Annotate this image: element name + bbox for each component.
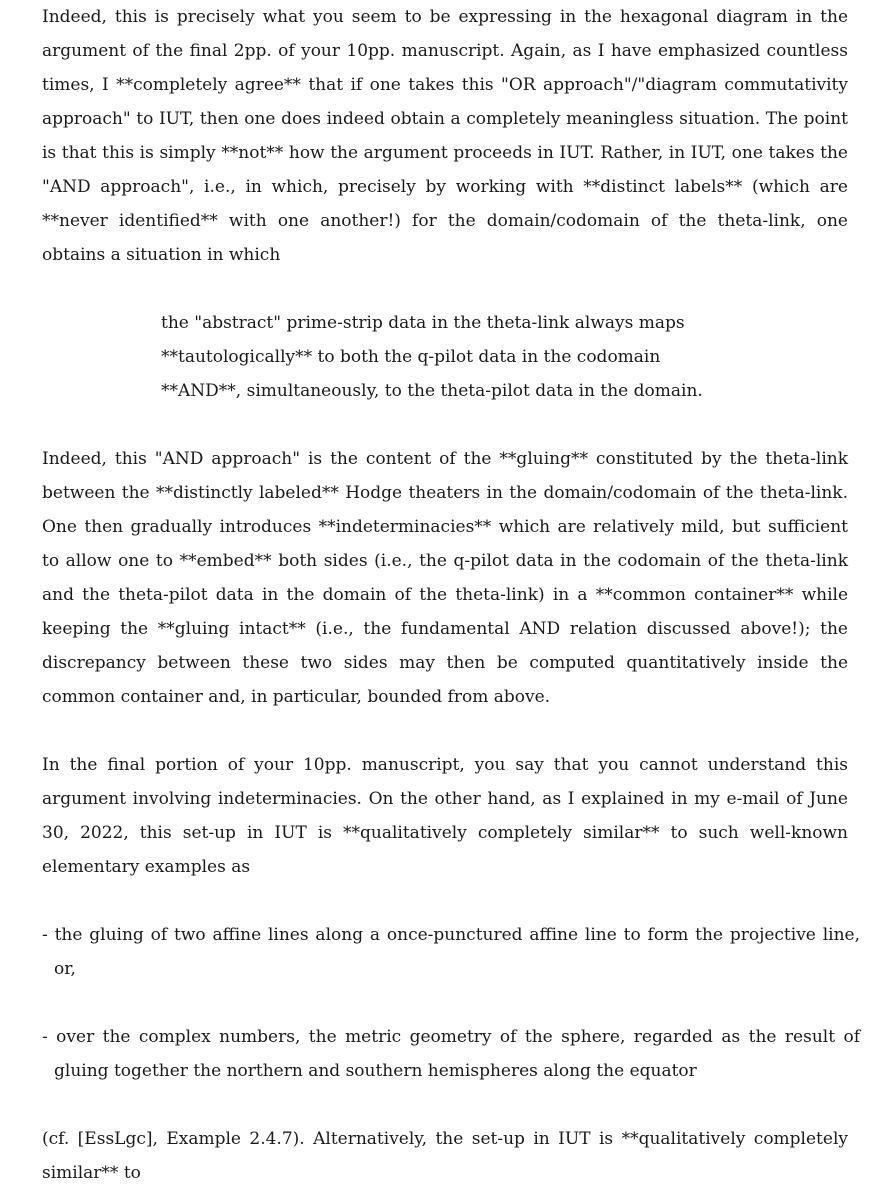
paragraph-closing: (cf. [EssLgc], Example 2.4.7). Alternatively, the set-up in IUT is **qualitatively completely similar** to (42, 1129, 848, 1183)
indented-quote (161, 306, 848, 408)
paragraph-intro: Indeed, this is precisely what you seem to be expressing in the hexagonal diagram in the argument of the final 2pp. of your 10pp. manuscript. Again, as I have emphasized countless times, I **completely agree** that if one takes this "OR approach"/"diagram commutativity approach" to IUT, then one does indeed obtain a completely meaningless situation. The point is that this is simply **not** how the argument proceeds in IUT. Rather, in IUT, one takes the "AND approach", i.e., in which, precisely by working with **distinct labels** (which are **never identified** with one another!) for the domain/codomain of the theta-link, one obtains a situation in which (42, 7, 848, 265)
quote-line: **tautologically** to both the q-pilot data in the codomain (161, 347, 661, 367)
paragraph-final-portion: In the final portion of your 10pp. manuscript, you say that you cannot understand this argument involving indeterminacies. On the other hand, as I explained in my e-mail of June 30, 2022, this set-up in IUT is **qualitatively completely similar** to such well-known elementary examples as (42, 755, 848, 877)
quote-line: **AND**, simultaneously, to the theta-pilot data in the domain. (161, 381, 703, 401)
list-item: - over the complex numbers, the metric geometry of the sphere, regarded as the result of gluing together the northern and southern hemispheres along the equator (42, 1027, 860, 1081)
quote-line: the "abstract" prime-strip data in the theta-link always maps (161, 313, 685, 333)
paragraph-and-approach: Indeed, this "AND approach" is the content of the **gluing** constituted by the theta-link between the **distinctly labeled** Hodge theaters in the domain/codomain of the theta-link. One then gradually introduces **indeterminacies** which are relatively mild, but sufficient to allow one to **embed** both sides (i.e., the q-pilot data in the codomain of the theta-link and the theta-pilot data in the domain of the theta-link) in a **common container** while keeping the **gluing intact** (i.e., the fundamental AND relation discussed above!); the discrepancy between these two sides may then be computed quantitatively inside the common container and, in particular, bounded from above. (42, 449, 848, 707)
list-item: - the gluing of two affine lines along a once-punctured affine line to form the projective line, or, (42, 925, 860, 979)
